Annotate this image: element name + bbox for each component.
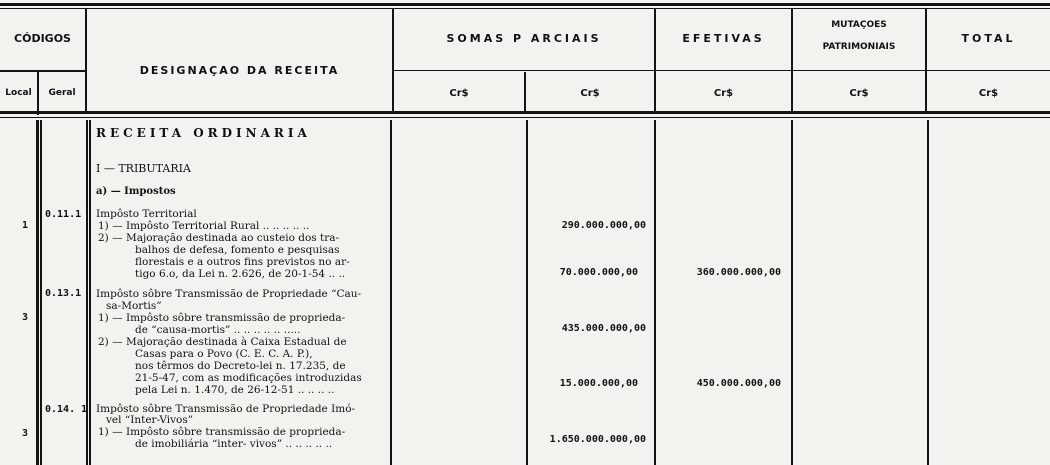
- item-1-local-code: 1: [22, 220, 29, 231]
- header-local: Local: [5, 88, 32, 98]
- currency-label-parcial-1: Cr$: [449, 88, 469, 99]
- item-1-line-1: 1) — Impôsto Territorial Rural .. .. .. .. ..: [98, 220, 310, 232]
- item-2-title-line1: Impôsto sôbre Transmissão de Propriedade “Cau-: [96, 288, 362, 300]
- item-2-efetiva: 450.000.000,00: [696, 378, 781, 389]
- header-bottom-rule-thin: [0, 117, 1050, 118]
- bracket-left-designacao: [89, 120, 91, 465]
- item-1-efetiva: 360.000.000,00: [696, 267, 781, 278]
- item-2-parcial-2: 15.000.000,00: [559, 378, 638, 389]
- header-somas-parciais: SOMAS P ARCIAIS: [446, 32, 602, 45]
- item-2-local-code: 3: [22, 312, 29, 323]
- section-tributaria: I — TRIBUTARIA: [96, 162, 191, 175]
- currency-label-total: Cr$: [978, 88, 999, 99]
- header-mutacoes-line1: MUTAÇOES: [831, 20, 887, 30]
- item-2-line-3: 2) — Majoração destinada à Caixa Estadual de: [98, 336, 347, 348]
- section-receita-ordinaria: RECEITA ORDINARIA: [96, 126, 311, 140]
- body-sep-efetivas: [791, 120, 793, 465]
- header-designacao: DESIGNAÇAO DA RECEITA: [139, 64, 340, 77]
- header-mid-rule-right: [392, 70, 1050, 71]
- item-1-line-4: florestais e a outros fins previstos no ar-: [135, 256, 350, 268]
- body-sep-somas: [654, 120, 656, 465]
- item-3-line-2: de imobiliária “inter- vivos” .. .. .. .. ..: [135, 438, 333, 450]
- item-2-line-5: nos têrmos do Decreto-lei n. 17.235, de: [135, 360, 346, 372]
- top-rule: [0, 3, 1050, 6]
- currency-label-parcial-2: Cr$: [580, 88, 600, 99]
- item-1-parcial-1: 290.000.000,00: [561, 220, 646, 231]
- item-2-line-6: 21-5-47, com as modificações introduzidas: [135, 372, 362, 384]
- item-3-title-line1: Impôsto sôbre Transmissão de Propriedade Imó-: [96, 403, 356, 415]
- item-2-line-4: Casas para o Povo (C. E. C. A. P.),: [135, 348, 313, 360]
- top-rule-thin: [0, 8, 1050, 9]
- body-sep-mutacoes: [927, 120, 929, 465]
- item-1-geral-code: 0.11.1: [45, 209, 82, 220]
- header-efetivas: EFETIVAS: [682, 32, 765, 45]
- item-1-line-5: tigo 6.o, da Lei n. 2.626, de 20-1-54 .. ..: [135, 268, 346, 280]
- header-mutacoes-line2: PATRIMONIAIS: [822, 42, 896, 52]
- item-2-line-7: pela Lei n. 1.470, de 26-12-51 .. .. .. ..: [135, 384, 335, 396]
- header-geral: Geral: [48, 88, 76, 98]
- item-1-parcial-2: 70.000.000,00: [559, 267, 638, 278]
- item-2-line-2: de “causa-mortis” .. .. .. .. .. .....: [135, 324, 301, 336]
- body-sep-designacao: [390, 120, 392, 465]
- item-2-line-1: 1) — Impôsto sôbre transmissão de proprieda-: [98, 312, 346, 324]
- item-2-geral-code: 0.13.1: [45, 288, 82, 299]
- item-2-parcial-1: 435.000.000,00: [561, 323, 646, 334]
- header-mid-rule-left: [0, 70, 85, 72]
- body-sep-parcial-mid: [526, 120, 528, 465]
- currency-label-mutacoes: Cr$: [849, 88, 869, 99]
- col-sep-codigos: [85, 9, 87, 111]
- item-3-title-line2: vel “Inter-Vivos”: [106, 414, 194, 426]
- currency-label-efetivas: Cr$: [713, 88, 734, 99]
- item-3-local-code: 3: [22, 428, 29, 439]
- item-2-title-line2: sa-Mortis”: [106, 300, 162, 312]
- item-1-title: Impôsto Territorial: [96, 208, 197, 220]
- item-3-parcial-1: 1.650.000.000,00: [549, 434, 646, 445]
- bracket-left-local: [36, 120, 39, 465]
- item-1-line-2: 2) — Majoração destinada ao custeio dos tra-: [98, 232, 340, 244]
- header-codigos: CÓDIGOS: [14, 32, 71, 45]
- header-bottom-rule: [0, 111, 1050, 114]
- item-1-line-3: balhos de defesa, fomento e pesquisas: [135, 244, 340, 256]
- item-3-line-1: 1) — Impôsto sôbre transmissão de proprieda-: [98, 426, 346, 438]
- section-impostos: a) — Impostos: [96, 186, 176, 197]
- bracket-left-geral: [40, 120, 42, 465]
- item-3-geral-code: 0.14. 1: [45, 404, 88, 415]
- header-total: TOTAL: [961, 32, 1016, 45]
